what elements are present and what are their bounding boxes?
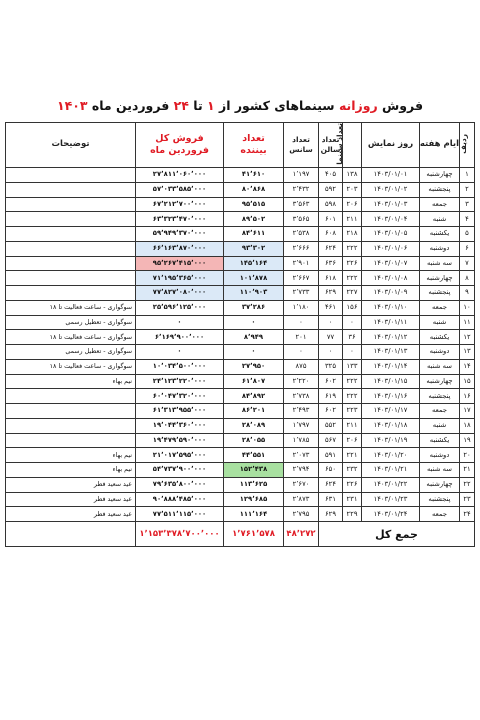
cell-viewers: ۴۴٬۵۵۱ [224,448,284,463]
cell-sales: ۷۷٬۸۲۷٬۰۸۰٬۰۰۰ [136,286,224,301]
cell-notes: عید سعید فطر [6,507,136,522]
cell-viewers: ۰ [224,315,284,330]
cell-cinemas: ۱۳۳ [343,359,362,374]
cell-date: ۱۴۰۳/۰۱/۱۳ [362,345,420,360]
cell-row-no: ۲۳ [460,492,475,507]
cell-sales: ۱۰٬۰۳۴٬۵۰۰٬۰۰۰ [136,359,224,374]
cell-viewers: ۲۸٬۰۵۵ [224,433,284,448]
cell-weekday: پنجشنبه [420,492,460,507]
cell-sales: ۲۴٬۱۲۳٬۲۲۰٬۰۰۰ [136,374,224,389]
table-row [6,463,475,478]
cell-weekday: یکشنبه [420,330,460,345]
cell-cinemas: ۲۲۲ [343,374,362,389]
total-notes [6,522,136,547]
cell-viewers: ۱۱۱٬۱۶۴ [224,507,284,522]
cell-screenings: ۲٬۰۷۳ [284,448,319,463]
cell-weekday: دوشنبه [420,448,460,463]
cell-row-no: ۱۷ [460,404,475,419]
cell-notes: نیم بهاء [6,448,136,463]
table-row [6,389,475,404]
col-header-screenings: تعداد سانس [284,123,319,168]
cell-halls: ۰ [319,345,343,360]
cell-row-no: ۱۲ [460,330,475,345]
cell-screenings: ۰ [284,315,319,330]
cell-notes [6,227,136,242]
cell-screenings: ۰ [284,345,319,360]
table-row [6,345,475,360]
cell-notes [6,256,136,271]
cell-cinemas: ۲۱۱ [343,212,362,227]
cell-viewers: ۹۳٬۳۰۲ [224,241,284,256]
cell-halls: ۵۶۷ [319,433,343,448]
cell-halls: ۶۱۹ [319,389,343,404]
cell-viewers: ۳۷٬۲۸۶ [224,300,284,315]
cell-weekday: جمعه [420,197,460,212]
table-row [6,374,475,389]
cell-viewers: ۸۴٬۶۱۱ [224,227,284,242]
cell-notes [6,418,136,433]
cell-viewers: ۲۷٬۹۵۰ [224,359,284,374]
cell-weekday: دوشنبه [420,241,460,256]
cell-weekday: چهارشنبه [420,168,460,183]
cell-sales: ۹۰٬۸۸۸٬۴۸۵٬۰۰۰ [136,492,224,507]
cell-weekday: شنبه [420,212,460,227]
cell-viewers: ۱۱۰٬۹۰۳ [224,286,284,301]
cell-notes [6,212,136,227]
table-row [6,271,475,286]
cell-notes: سوگواری - ساعت فعالیت تا ۱۸ [6,359,136,374]
col-header-row-no: ردیف [460,123,475,168]
cell-sales: ۵۷٬۰۳۳٬۵۸۵٬۰۰۰ [136,182,224,197]
cell-date: ۱۴۰۳/۰۱/۱۱ [362,315,420,330]
cell-halls: ۵۵۲ [319,418,343,433]
col-header-notes: توضیحات [6,123,136,168]
cell-row-no: ۱ [460,168,475,183]
cell-halls: ۶۱۸ [319,271,343,286]
cell-screenings: ۲٬۹۰۱ [284,256,319,271]
cell-notes: سوگواری - ساعت فعالیت تا ۱۸ [6,300,136,315]
cell-viewers: ۲۸٬۰۸۹ [224,418,284,433]
cell-date: ۱۴۰۳/۰۱/۰۷ [362,256,420,271]
cell-screenings: ۱٬۷۹۷ [284,418,319,433]
cell-sales: ۹۵٬۲۶۷٬۴۱۵٬۰۰۰ [136,256,224,271]
cell-weekday: چهارشنبه [420,271,460,286]
cell-viewers: ۸۹٬۵۰۲ [224,212,284,227]
cell-viewers: ۱۰۱٬۸۷۸ [224,271,284,286]
cell-screenings: ۲٬۵۳۸ [284,227,319,242]
cell-row-no: ۱۱ [460,315,475,330]
cell-date: ۱۴۰۳/۰۱/۱۲ [362,330,420,345]
cell-cinemas: ۱۵۶ [343,300,362,315]
cell-screenings: ۲٬۶۷۰ [284,477,319,492]
cell-screenings: ۲٬۶۶۷ [284,271,319,286]
cell-date: ۱۴۰۳/۰۱/۲۴ [362,507,420,522]
cell-screenings: ۲٬۷۹۵ [284,507,319,522]
cell-row-no: ۱۳ [460,345,475,360]
cell-cinemas: ۲۲۳ [343,404,362,419]
cell-notes: عید سعید فطر [6,477,136,492]
cell-sales: ۲۱٬۰۱۷٬۵۹۵٬۰۰۰ [136,448,224,463]
cell-sales: ۶٬۱۶۹٬۹۰۰٬۰۰۰ [136,330,224,345]
cell-sales: ۲۷٬۸۱۱٬۰۶۰٬۰۰۰ [136,168,224,183]
col-header-weekday: ایام هفته [420,123,460,168]
table-row [6,330,475,345]
cell-screenings: ۲٬۴۹۳ [284,404,319,419]
cell-cinemas: ۲۲۲ [343,389,362,404]
cell-date: ۱۴۰۳/۰۱/۰۹ [362,286,420,301]
cell-notes [6,404,136,419]
cell-halls: ۴۶۱ [319,300,343,315]
cell-viewers: ۱۲۹٬۶۸۵ [224,492,284,507]
cell-row-no: ۲۱ [460,463,475,478]
cell-notes: سوگواری - ساعت فعالیت تا ۱۸ [6,330,136,345]
cell-date: ۱۴۰۳/۰۱/۰۱ [362,168,420,183]
cell-cinemas: ۲۲۲ [343,271,362,286]
cell-weekday: پنجشنبه [420,286,460,301]
col-header-halls: تعداد سالن [319,123,343,168]
cell-weekday: چهارشنبه [420,477,460,492]
cell-sales: ۵۹٬۹۴۹٬۳۷۰٬۰۰۰ [136,227,224,242]
cell-viewers: ۱۵۲٬۴۳۸ [224,463,284,478]
cell-notes: عید سعید فطر [6,492,136,507]
cell-row-no: ۷ [460,256,475,271]
cell-weekday: سه شنبه [420,463,460,478]
cell-date: ۱۴۰۳/۰۱/۲۳ [362,492,420,507]
cell-screenings: ۲٬۸۷۳ [284,492,319,507]
cell-notes [6,433,136,448]
table-row [6,315,475,330]
total-sales: ۱٬۱۵۳٬۳۷۸٬۷۰۰٬۰۰۰ [136,522,224,547]
cell-notes [6,168,136,183]
cell-weekday: پنجشنبه [420,182,460,197]
cell-viewers: ۹۵٬۵۱۵ [224,197,284,212]
table-row [6,227,475,242]
cell-notes [6,389,136,404]
cell-viewers: ۸٬۹۴۹ [224,330,284,345]
table-row [6,256,475,271]
cell-weekday: شنبه [420,315,460,330]
cell-date: ۱۴۰۳/۰۱/۱۷ [362,404,420,419]
cell-screenings: ۱٬۱۹۷ [284,168,319,183]
cell-cinemas: ۲۲۲ [343,241,362,256]
cell-row-no: ۲۴ [460,507,475,522]
cell-date: ۱۴۰۳/۰۱/۱۸ [362,418,420,433]
cell-screenings: ۲٬۲۲۰ [284,374,319,389]
col-header-viewers: تعداد بیننده [224,123,284,168]
cell-notes: سوگواری - تعطیل رسمی [6,345,136,360]
cell-viewers: ۸۴٬۸۹۲ [224,389,284,404]
cell-row-no: ۲ [460,182,475,197]
cell-viewers: ۱۴۵٬۱۶۴ [224,256,284,271]
cell-date: ۱۴۰۳/۰۱/۰۶ [362,241,420,256]
cell-viewers: ۰ [224,345,284,360]
cell-screenings: ۲٬۷۳۸ [284,389,319,404]
cell-screenings: ۱٬۷۸۵ [284,433,319,448]
cell-date: ۱۴۰۳/۰۱/۱۶ [362,389,420,404]
cell-date: ۱۴۰۳/۰۱/۱۵ [362,374,420,389]
cell-sales: ۷۹٬۶۳۵٬۸۰۰٬۰۰۰ [136,477,224,492]
cell-cinemas: ۲۲۶ [343,477,362,492]
cell-cinemas: ۲۱۱ [343,418,362,433]
table-row [6,182,475,197]
cell-cinemas: ۰ [343,345,362,360]
cell-screenings: ۸۷۵ [284,359,319,374]
cell-screenings: ۲٬۷۹۴ [284,463,319,478]
cell-cinemas: ۲۲۱ [343,448,362,463]
cell-cinemas: ۲۰۳ [343,182,362,197]
total-screenings: ۴۸٬۲۷۲ [284,522,319,547]
cell-cinemas: ۳۶ [343,330,362,345]
cell-date: ۱۴۰۳/۰۱/۲۱ [362,463,420,478]
cell-row-no: ۲۲ [460,477,475,492]
cell-weekday: یکشنبه [420,227,460,242]
cell-row-no: ۱۰ [460,300,475,315]
cell-row-no: ۴ [460,212,475,227]
cell-halls: ۶۲۹ [319,286,343,301]
cell-viewers: ۸۶٬۲۰۱ [224,404,284,419]
cell-screenings: ۲۰۱ [284,330,319,345]
cell-weekday: دوشنبه [420,345,460,360]
cell-date: ۱۴۰۳/۰۱/۰۴ [362,212,420,227]
table-row [6,197,475,212]
cell-weekday: جمعه [420,404,460,419]
cell-cinemas: ۲۳۲ [343,463,362,478]
cell-halls: ۶۲۴ [319,241,343,256]
table-row [6,448,475,463]
cell-date: ۱۴۰۳/۰۱/۰۵ [362,227,420,242]
table-body [6,168,475,522]
cell-weekday: چهارشنبه [420,374,460,389]
cell-row-no: ۲۰ [460,448,475,463]
cell-halls: ۶۳۱ [319,492,343,507]
total-viewers: ۱٬۷۶۱٬۵۷۸ [224,522,284,547]
cell-date: ۱۴۰۳/۰۱/۰۸ [362,271,420,286]
cell-halls: ۶۰۲ [319,404,343,419]
table-row [6,433,475,448]
cell-weekday: جمعه [420,300,460,315]
cell-notes [6,182,136,197]
cell-row-no: ۶ [460,241,475,256]
cell-halls: ۷۷ [319,330,343,345]
cell-sales: ۶۳٬۳۲۳٬۴۷۰٬۰۰۰ [136,212,224,227]
cell-date: ۱۴۰۳/۰۱/۱۴ [362,359,420,374]
cell-row-no: ۳ [460,197,475,212]
cell-sales: ۶۰٬۰۴۷٬۳۲۰٬۰۰۰ [136,389,224,404]
cell-halls: ۶۲۴ [319,477,343,492]
cell-row-no: ۱۸ [460,418,475,433]
cell-notes: سوگواری - تعطیل رسمی [6,315,136,330]
col-header-sales: فروش کل فروردین ماه [136,123,224,168]
cell-weekday: پنجشنبه [420,389,460,404]
table-row [6,359,475,374]
cell-halls: ۴۰۵ [319,168,343,183]
cell-screenings: ۲٬۴۳۲ [284,182,319,197]
table-row [6,507,475,522]
cell-sales: ۶۶٬۱۶۳٬۸۷۰٬۰۰۰ [136,241,224,256]
cell-halls: ۵۹۲ [319,182,343,197]
table-row [6,168,475,183]
cell-notes [6,286,136,301]
cell-cinemas: ۰ [343,315,362,330]
table-row [6,300,475,315]
cell-date: ۱۴۰۳/۰۱/۱۰ [362,300,420,315]
col-header-cinemas: تعداد سینما [343,123,362,168]
cell-sales: ۷۷٬۵۱۱٬۱۱۵٬۰۰۰ [136,507,224,522]
cell-halls: ۵۹۱ [319,448,343,463]
cell-halls: ۶۵۰ [319,463,343,478]
table-row [6,492,475,507]
cell-date: ۱۴۰۳/۰۱/۰۳ [362,197,420,212]
cell-row-no: ۵ [460,227,475,242]
cell-row-no: ۸ [460,271,475,286]
cell-viewers: ۴۱٬۶۱۰ [224,168,284,183]
cell-screenings: ۱٬۱۸۰ [284,300,319,315]
cell-halls: ۶۲۹ [319,507,343,522]
cell-sales: ۱۹٬۰۴۴٬۳۶۰٬۰۰۰ [136,418,224,433]
cell-row-no: ۱۶ [460,389,475,404]
sales-table-wrapper [5,122,474,547]
cell-notes: نیم بهاء [6,463,136,478]
cell-viewers: ۱۱۳٬۶۲۵ [224,477,284,492]
cell-cinemas: ۲۰۶ [343,197,362,212]
cell-sales: ۶۷٬۲۱۲٬۷۰۰٬۰۰۰ [136,197,224,212]
cell-halls: ۶۰۱ [319,212,343,227]
cell-sales: ۰ [136,315,224,330]
cell-date: ۱۴۰۳/۰۱/۲۲ [362,477,420,492]
cell-cinemas: ۲۳۱ [343,492,362,507]
cell-row-no: ۱۹ [460,433,475,448]
cell-cinemas: ۱۳۸ [343,168,362,183]
table-row [6,404,475,419]
total-label: جمع کل [319,522,475,547]
cell-date: ۱۴۰۳/۰۱/۲۰ [362,448,420,463]
header-row [6,123,475,168]
cell-screenings: ۲٬۶۶۶ [284,241,319,256]
cell-sales: ۶۱٬۳۱۳٬۹۵۵٬۰۰۰ [136,404,224,419]
cell-sales: ۰ [136,345,224,360]
cell-weekday: یکشنبه [420,433,460,448]
total-row [6,522,475,547]
cell-date: ۱۴۰۳/۰۱/۱۹ [362,433,420,448]
cell-cinemas: ۲۲۷ [343,286,362,301]
table-row [6,418,475,433]
cell-halls: ۰ [319,315,343,330]
cell-notes [6,241,136,256]
cell-row-no: ۱۴ [460,359,475,374]
cell-cinemas: ۲۱۸ [343,227,362,242]
sales-table [5,122,475,547]
cell-sales: ۵۴٬۷۳۷٬۹۰۰٬۰۰۰ [136,463,224,478]
cell-cinemas: ۲۰۶ [343,433,362,448]
table-row [6,212,475,227]
cell-sales: ۱۹٬۴۷۹٬۵۹۰٬۰۰۰ [136,433,224,448]
cell-date: ۱۴۰۳/۰۱/۰۲ [362,182,420,197]
cell-weekday: شنبه [420,418,460,433]
cell-viewers: ۶۱٬۸۰۷ [224,374,284,389]
cell-cinemas: ۲۲۶ [343,256,362,271]
cell-screenings: ۲٬۷۳۳ [284,286,319,301]
cell-screenings: ۳٬۵۶۵ [284,212,319,227]
cell-sales: ۷۱٬۱۹۵٬۳۶۵٬۰۰۰ [136,271,224,286]
cell-row-no: ۹ [460,286,475,301]
cell-halls: ۶۰۸ [319,227,343,242]
cell-cinemas: ۲۲۹ [343,507,362,522]
table-row [6,477,475,492]
cell-screenings: ۳٬۵۶۳ [284,197,319,212]
cell-weekday: جمعه [420,507,460,522]
page-title: فروش روزانه سینماهای کشور از ۱ تا ۲۴ فروردین ماه ۱۴۰۳ [56,98,424,113]
col-header-date: روز نمایش [362,123,420,168]
cell-weekday: سه شنبه [420,359,460,374]
cell-notes [6,197,136,212]
cell-viewers: ۸۰٬۸۶۸ [224,182,284,197]
cell-weekday: سه شنبه [420,256,460,271]
cell-row-no: ۱۵ [460,374,475,389]
cell-sales: ۲۵٬۵۹۶٬۱۲۵٬۰۰۰ [136,300,224,315]
table-row [6,241,475,256]
cell-halls: ۵۹۸ [319,197,343,212]
cell-halls: ۶۳۶ [319,256,343,271]
cell-halls: ۶۰۲ [319,374,343,389]
table-row [6,286,475,301]
cell-halls: ۳۲۵ [319,359,343,374]
cell-notes [6,271,136,286]
cell-notes: نیم بهاء [6,374,136,389]
